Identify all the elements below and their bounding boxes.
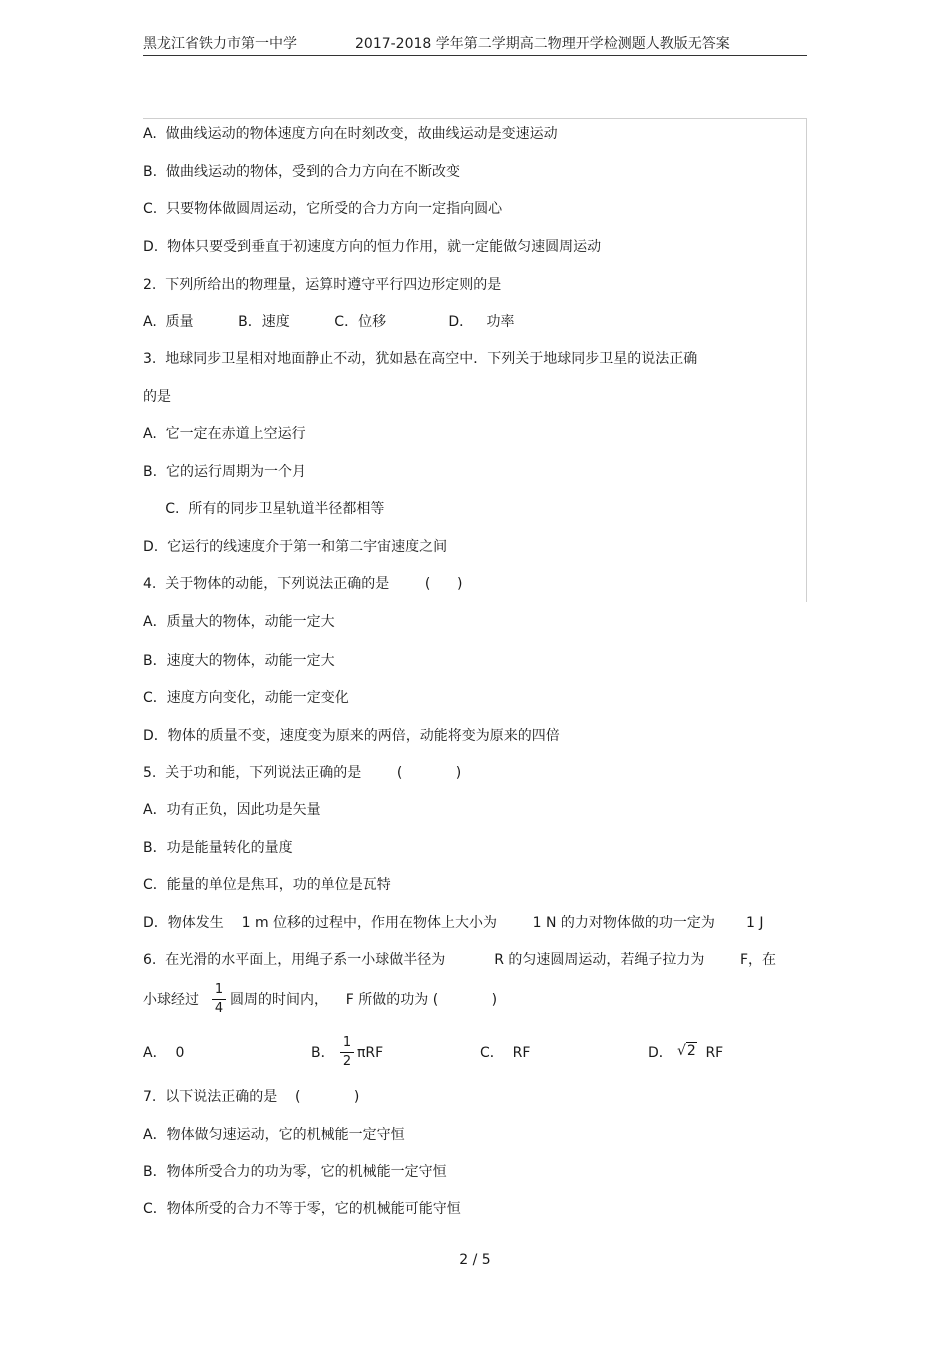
- text-line: D. 它运行的线速度介于第一和第二宇宙速度之间: [143, 539, 448, 555]
- text-line: 3. 地球同步卫星相对地面静止不动，犹如悬在高空中．下列关于地球同步卫星的说法正确: [143, 351, 698, 367]
- text-line: A. 质量 B．速度 C．位移 D． 功率: [143, 314, 515, 330]
- text-line: B．速度大的物体，动能一定大: [143, 653, 335, 669]
- text-line: A．质量大的物体，动能一定大: [143, 614, 335, 630]
- fraction-bar: [212, 999, 226, 1000]
- text-line: D．物体发生 1 m 位移的过程中，作用在物体上大小为 1 N 的力对物体做的功一定为 1 J: [143, 915, 764, 931]
- text-line: 2. 下列所给出的物理量，运算时遵守平行四边形定则的是: [143, 277, 502, 293]
- text-line: 4. 关于物体的动能，下列说法正确的是 ( ): [143, 576, 463, 592]
- text-line: D. 物体只要受到垂直于初速度方向的恒力作用，就一定能做匀速圆周运动: [143, 239, 602, 255]
- text-line: C．速度方向变化，动能一定变化: [143, 690, 349, 706]
- text-line: A. 做曲线运动的物体速度方向在时刻改变，故曲线运动是变速运动: [143, 126, 558, 142]
- q6-option-d-label: D．: [648, 1045, 673, 1061]
- fraction-numerator: 1: [214, 982, 224, 997]
- fraction-one-quarter: [212, 982, 226, 1017]
- text-line: C．物体所受的合力不等于零，它的机械能可能守恒: [143, 1201, 461, 1217]
- fraction-bar: [340, 1052, 354, 1053]
- q6-option-b-text: πRF: [357, 1045, 384, 1061]
- text-line: B. 它的运行周期为一个月: [143, 464, 306, 480]
- text-line: C. 所有的同步卫星轨道半径都相等: [143, 501, 385, 517]
- q6-line2-before: 小球经过: [143, 992, 199, 1008]
- text-line: B. 做曲线运动的物体，受到的合力方向在不断改变: [143, 164, 460, 180]
- sqrt-radical: [677, 1042, 697, 1060]
- header-title: 2017-2018 学年第二学期高二物理开学检测题人教版无答案: [355, 36, 730, 52]
- fraction-one-half: [340, 1035, 354, 1070]
- q6-option-a: A． 0: [143, 1045, 185, 1061]
- header-rule: [143, 55, 807, 56]
- text-line: C. 只要物体做圆周运动，它所受的合力方向一定指向圆心: [143, 201, 503, 217]
- text-line: B．功是能量转化的量度: [143, 840, 293, 856]
- fraction-denominator: 2: [342, 1054, 352, 1069]
- radical-sign-icon: √: [677, 1043, 686, 1059]
- text-line: C．能量的单位是焦耳，功的单位是瓦特: [143, 877, 391, 893]
- fraction-numerator: 1: [342, 1035, 352, 1050]
- text-line: 5. 关于功和能，下列说法正确的是 ( ): [143, 765, 462, 781]
- frame-top-border: [143, 118, 807, 119]
- radicand: 2: [686, 1043, 696, 1059]
- text-line: A．功有正负，因此功是矢量: [143, 802, 321, 818]
- q6-option-b-label: B．: [311, 1045, 335, 1061]
- q6-line2-after: 圆周的时间内， F 所做的功为 ( ): [230, 992, 498, 1008]
- frame-right-border: [806, 118, 807, 602]
- text-line: B．物体所受合力的功为零，它的机械能一定守恒: [143, 1164, 447, 1180]
- page-number: 2 / 5: [459, 1252, 491, 1268]
- text-line: D．物体的质量不变，速度变为原来的两倍，动能将变为原来的四倍: [143, 728, 560, 744]
- header-school: 黑龙江省铁力市第一中学: [143, 36, 297, 52]
- text-line: A．物体做匀速运动，它的机械能一定守恒: [143, 1127, 405, 1143]
- q6-option-d-text: RF: [701, 1045, 724, 1061]
- q6-option-c: C． RF: [480, 1045, 531, 1061]
- text-line: 7. 以下说法正确的是 ( ): [143, 1089, 360, 1105]
- text-line: A. 它一定在赤道上空运行: [143, 426, 306, 442]
- text-line: 6. 在光滑的水平面上，用绳子系一小球做半径为 R 的匀速圆周运动，若绳子拉力为 F，在: [143, 952, 777, 968]
- fraction-denominator: 4: [214, 1001, 224, 1016]
- text-line: 的是: [143, 389, 171, 405]
